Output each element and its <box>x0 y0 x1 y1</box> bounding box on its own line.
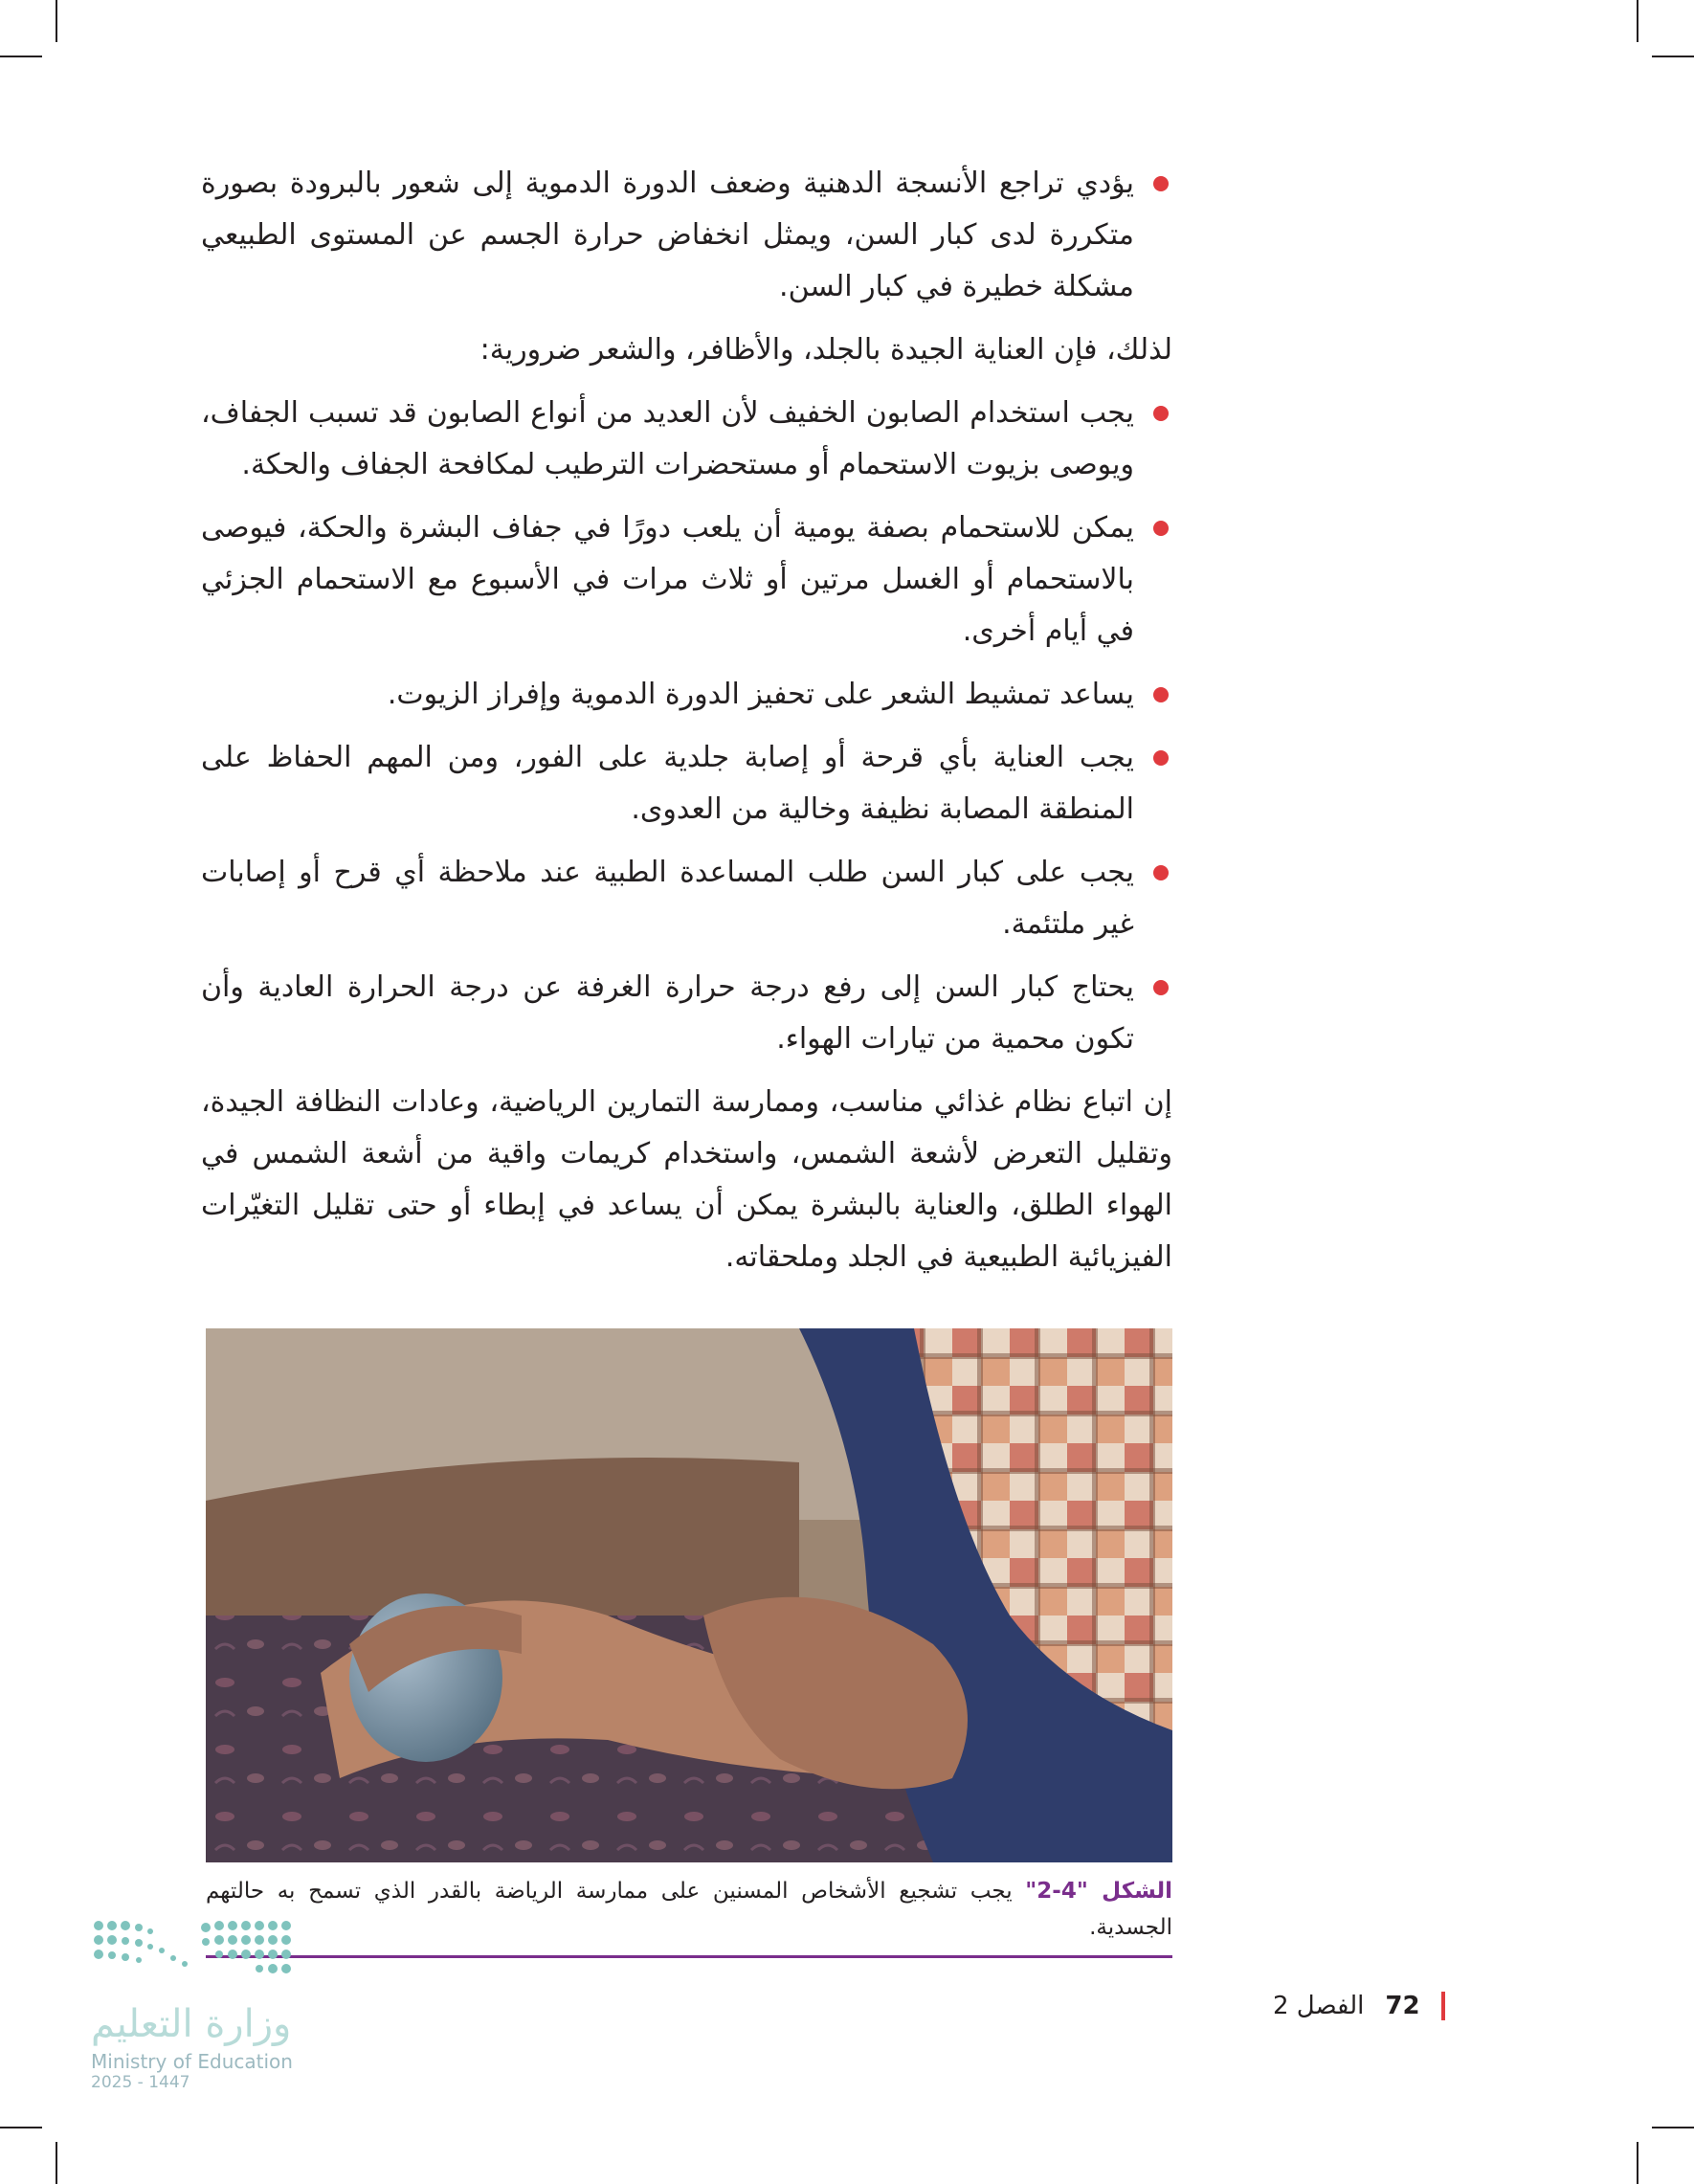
hands-ball-photo-icon <box>206 1328 1172 1862</box>
crop-mark <box>0 2127 42 2128</box>
logo-year-text: 2025 - 1447 <box>91 2073 190 2092</box>
page-number: 72 <box>1385 1992 1420 2020</box>
logo-dots-icon <box>91 1916 311 1983</box>
bullet-dot-icon <box>1153 687 1169 702</box>
crop-mark <box>56 0 57 42</box>
bullet-item: يساعد تمشيط الشعر على تحفيز الدورة الدموية وإفراز الزيوت. <box>201 669 1172 721</box>
ministry-logo <box>91 1916 321 2098</box>
bullet-item: يمكن للاستحمام بصفة يومية أن يلعب دورًا في جفاف البشرة والحكة، فيوصى بالاستحمام أو الغسل مرتين أو ثلاث مرات في الأسبوع مع الاستحمام الجزئي في أيام أخرى. <box>201 502 1172 657</box>
figure-photo <box>206 1328 1172 1862</box>
bullet-dot-icon <box>1153 980 1169 995</box>
crop-mark <box>1652 56 1694 57</box>
footer-bar <box>1441 1992 1445 2020</box>
bullet-dot-icon <box>1153 176 1169 191</box>
caption-divider <box>206 1955 1172 1958</box>
crop-mark <box>1637 0 1638 42</box>
bullet-dot-icon <box>1153 406 1169 421</box>
crop-mark <box>1637 2142 1638 2184</box>
crop-mark <box>0 56 42 57</box>
bullet-dot-icon <box>1153 750 1169 766</box>
crop-mark <box>56 2142 57 2184</box>
logo-english-text: Ministry of Education <box>91 2050 293 2073</box>
paragraph: إن اتباع نظام غذائي مناسب، وممارسة التمارين الرياضية، وعادات النظافة الجيدة، وتقليل التعرض لأشعة الشمس، واستخدام كريمات واقية من أشعة الشمس في الهواء الطلق، والعناية بالبشرة يمكن أن يساعد في إبطاء أو حتى تقليل التغيّرات الفيزيائية الطبيعية في الجلد وملحقاته. <box>201 1085 1172 1274</box>
chapter-label: الفصل 2 <box>1273 1992 1365 2020</box>
bullet-dot-icon <box>1153 521 1169 536</box>
bullet-item: يحتاج كبار السن إلى رفع درجة حرارة الغرفة عن درجة الحرارة العادية وأن تكون محمية من تيارات الهواء. <box>201 962 1172 1065</box>
body-text <box>201 158 1172 1295</box>
bullet-item: يجب على كبار السن طلب المساعدة الطبية عند ملاحظة أي قرح أو إصابات غير ملتئمة. <box>201 847 1172 950</box>
page-footer <box>1273 1985 1522 2027</box>
bullet-item: يجب استخدام الصابون الخفيف لأن العديد من أنواع الصابون قد تسبب الجفاف، ويوصى بزيوت الاستحمام أو مستحضرات الترطيب لمكافحة الجفاف والحكة. <box>201 388 1172 491</box>
bullet-dot-icon <box>1153 865 1169 880</box>
paragraph: لذلك، فإن العناية الجيدة بالجلد، والأظافر، والشعر ضرورية: <box>479 333 1172 367</box>
caption-text: يجب تشجيع الأشخاص المسنين على ممارسة الرياضة بالقدر الذي تسمح به حالتهم الجسدية. <box>206 1879 1172 1940</box>
bullet-item: يجب العناية بأي قرحة أو إصابة جلدية على الفور، ومن المهم الحفاظ على المنطقة المصابة نظيفة وخالية من العدوى. <box>201 732 1172 836</box>
bullet-item: يؤدي تراجع الأنسجة الدهنية وضعف الدورة الدموية إلى شعور بالبرودة بصورة متكررة لدى كبار السن، ويمثل انخفاض حرارة الجسم عن المستوى الطبيعي مشكلة خطيرة في كبار السن. <box>201 158 1172 313</box>
crop-mark <box>1652 2127 1694 2128</box>
figure-label: الشكل "4-2" <box>1025 1879 1172 1904</box>
figure-caption <box>206 1873 1172 1946</box>
logo-arabic-text: وزارة التعليم <box>91 2002 292 2046</box>
